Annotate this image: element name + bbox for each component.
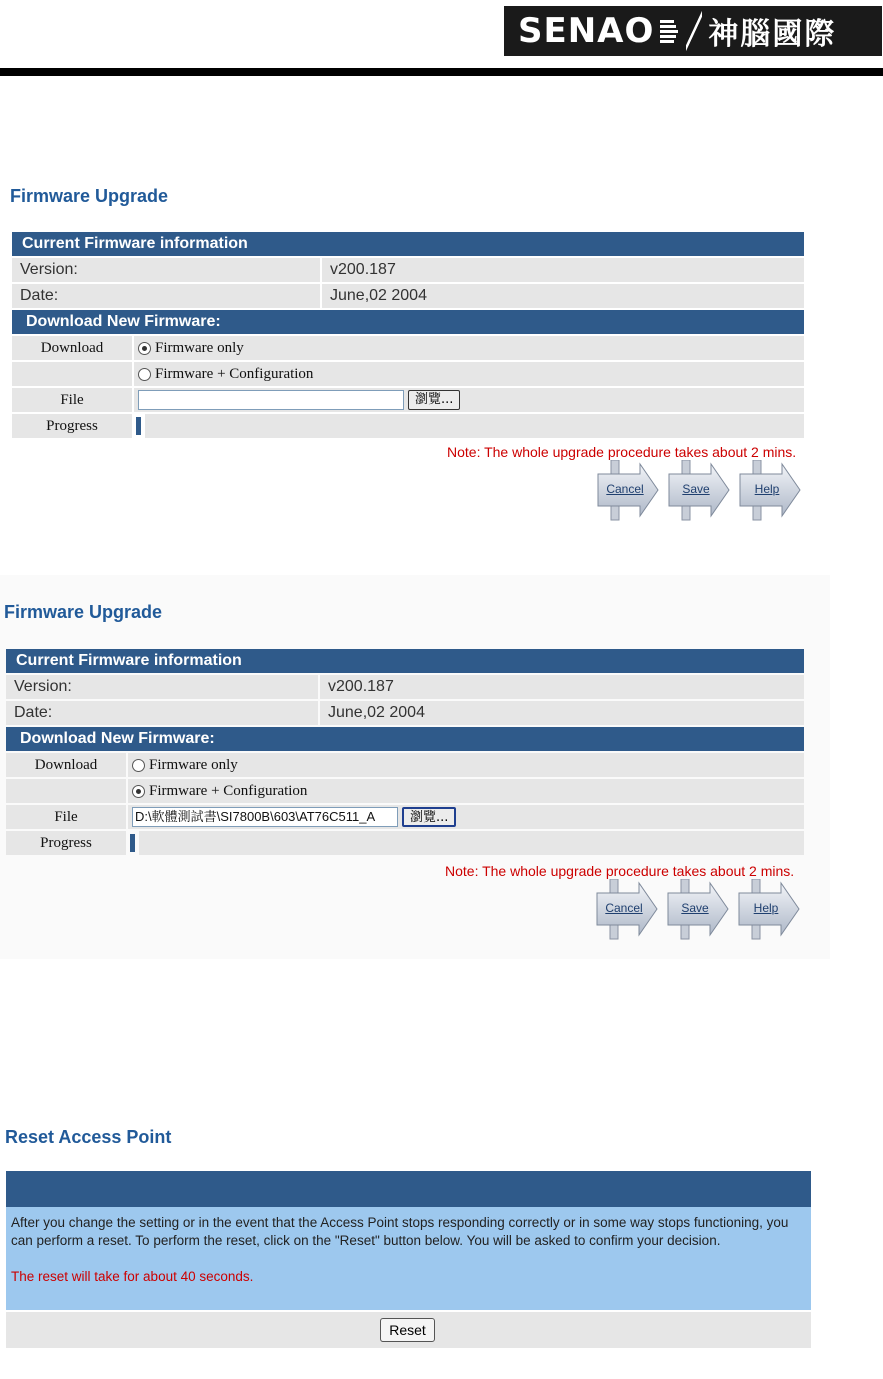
current-firmware-header: Current Firmware information — [12, 232, 804, 256]
file-label: File — [6, 805, 126, 829]
progress-row — [12, 414, 804, 438]
radio-firmware-only-label: Firmware only — [149, 756, 238, 773]
reset-description: After you change the setting or in the event that the Access Point stops responding correctly or in some way stops functioning, you can perform a reset. To perform the reset, click on the "Reset" button below. You will be asked to confirm your decision. — [11, 1215, 789, 1248]
upgrade-note: Note: The whole upgrade procedure takes about 2 mins. — [447, 444, 797, 460]
progress-bar — [136, 417, 141, 435]
progress-row — [6, 831, 804, 855]
file-label: File — [12, 388, 132, 412]
reset-header-bar — [6, 1171, 811, 1207]
browse-button[interactable]: 瀏覽... — [408, 390, 460, 410]
progress-cell — [128, 831, 804, 855]
header-rule — [0, 68, 883, 76]
date-value: June,02 2004 — [322, 284, 804, 308]
radio-firmware-config[interactable] — [128, 779, 804, 803]
download-label: Download — [6, 753, 126, 777]
reset-button[interactable]: Reset — [380, 1318, 435, 1342]
reset-warning: The reset will take for about 40 seconds. — [11, 1269, 254, 1284]
version-label: Version: — [6, 675, 318, 699]
help-button[interactable] — [738, 460, 802, 524]
upgrade-note: Note: The whole upgrade procedure takes about 2 mins. — [445, 863, 795, 879]
empty-label-cell — [6, 779, 126, 803]
save-button[interactable] — [667, 460, 731, 524]
radio-firmware-config-label: Firmware + Configuration — [155, 365, 314, 382]
save-button[interactable] — [666, 879, 730, 943]
date-value: June,02 2004 — [320, 701, 804, 725]
file-cell — [134, 388, 804, 412]
brand-logo — [504, 6, 882, 56]
cancel-button[interactable] — [595, 879, 659, 943]
version-label: Version: — [12, 258, 320, 282]
help-button[interactable] — [737, 879, 801, 943]
file-input[interactable]: D:\軟體測試書\SI7800B\603\AT76C511_A — [132, 807, 398, 827]
help-label: Help — [754, 482, 780, 496]
version-row — [12, 258, 804, 282]
download-row-2 — [12, 362, 804, 386]
progress-label: Progress — [12, 414, 132, 438]
cancel-label: Cancel — [605, 901, 643, 915]
slash-divider — [686, 6, 702, 56]
brand-cjk-name: 神腦國際 — [708, 17, 837, 52]
radio-firmware-config[interactable] — [134, 362, 804, 386]
empty-label-cell — [12, 362, 132, 386]
file-row — [6, 805, 804, 829]
download-header: Download New Firmware: — [6, 727, 804, 751]
firmware-table — [12, 232, 804, 440]
version-value: v200.187 — [322, 258, 804, 282]
date-label: Date: — [6, 701, 318, 725]
radio-unselected-icon[interactable] — [132, 759, 145, 772]
progress-bar — [130, 834, 135, 852]
cancel-button[interactable] — [596, 460, 660, 524]
download-row-2 — [6, 779, 804, 803]
page-title: Firmware Upgrade — [10, 186, 169, 206]
download-row — [12, 336, 804, 360]
brand-name: SENAO — [518, 11, 655, 51]
radio-selected-icon[interactable] — [138, 342, 151, 355]
download-row — [6, 753, 804, 777]
file-cell — [128, 805, 804, 829]
date-row — [6, 701, 804, 725]
cancel-label: Cancel — [606, 482, 644, 496]
download-header: Download New Firmware: — [12, 310, 804, 334]
save-label: Save — [681, 901, 709, 915]
firmware-panel-1 — [0, 180, 883, 530]
download-label: Download — [12, 336, 132, 360]
date-row — [12, 284, 804, 308]
date-label: Date: — [12, 284, 320, 308]
reset-title: Reset Access Point — [5, 1127, 172, 1147]
radio-firmware-only-label: Firmware only — [155, 339, 244, 356]
reset-description-box — [6, 1207, 811, 1310]
firmware-table — [6, 649, 804, 857]
progress-label: Progress — [6, 831, 126, 855]
wave-icon — [660, 20, 678, 43]
radio-firmware-only[interactable] — [134, 336, 804, 360]
version-row — [6, 675, 804, 699]
radio-selected-icon[interactable] — [132, 785, 145, 798]
file-input[interactable] — [138, 390, 404, 410]
current-firmware-header: Current Firmware information — [6, 649, 804, 673]
save-label: Save — [682, 482, 710, 496]
browse-button[interactable]: 瀏覽... — [402, 807, 456, 827]
help-label: Help — [753, 901, 779, 915]
radio-firmware-config-label: Firmware + Configuration — [149, 782, 308, 799]
page-title: Firmware Upgrade — [4, 602, 163, 622]
radio-firmware-only[interactable] — [128, 753, 804, 777]
version-value: v200.187 — [320, 675, 804, 699]
radio-unselected-icon[interactable] — [138, 368, 151, 381]
progress-cell — [134, 414, 804, 438]
firmware-panel-2 — [0, 575, 830, 959]
file-row — [12, 388, 804, 412]
